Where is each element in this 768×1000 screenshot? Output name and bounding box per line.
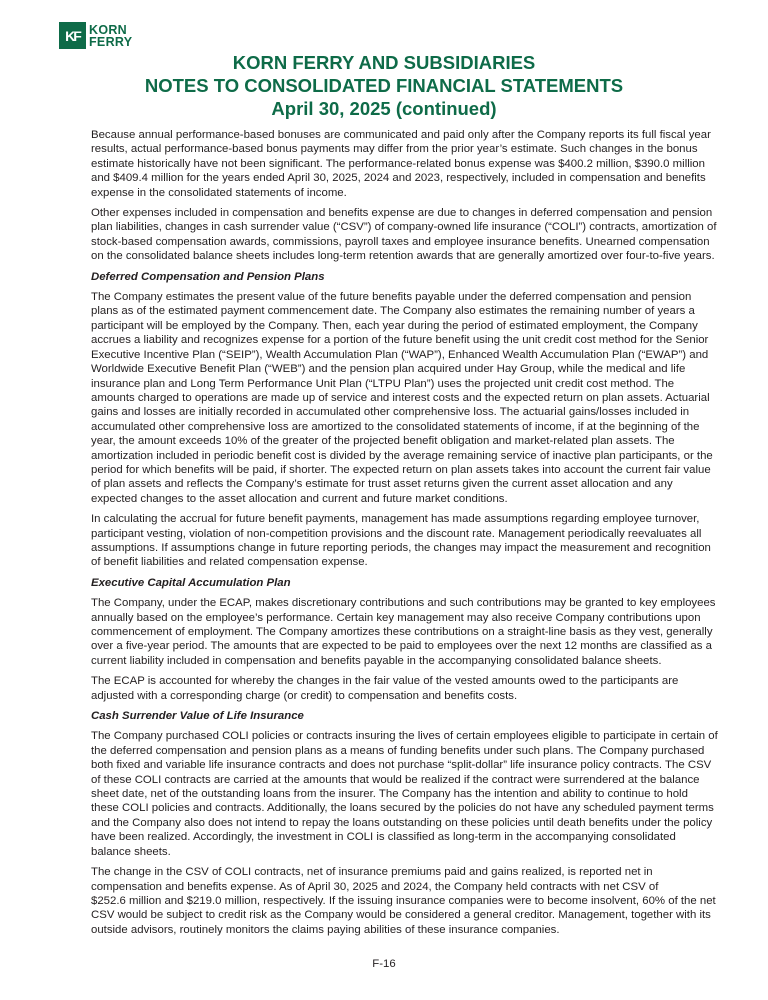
paragraph [91, 206, 717, 264]
text-line: Other expenses included in compensation and benefits expense are due to changes in deferred compensation and pension [91, 207, 713, 220]
text-line: current liability included in compensation and benefits payable in the accompanying consolidated balance sheets. [91, 654, 662, 667]
text-line: insurance plan and Long Term Performance Unit Plan (“LTPU Plan”) uses the projected unit credit cost method. The [91, 377, 675, 390]
title-company: KORN FERRY AND SUBSIDIARIES [232, 52, 536, 73]
paragraph [91, 512, 711, 570]
text-line: of plan assets and reflects the Company’s estimate for trust asset returns given the current asset allocation and any [91, 478, 673, 491]
section-heading [91, 576, 711, 590]
text-line: The Company, under the ECAP, makes discretionary contributions and such contributions may be granted to key employees [91, 597, 716, 610]
text-line: and $409.4 million for the years ended April 30, 2025, 2024 and 2023, respectively, included in compensation and benefits [91, 172, 706, 185]
text-line: balance sheets. [91, 845, 171, 858]
page-title [0, 51, 768, 120]
title-notes: NOTES TO CONSOLIDATED FINANCIAL STATEMENTS [144, 75, 624, 96]
section-heading [91, 709, 711, 723]
text-line: over a five-year period. The amounts that are expected to be paid to employees over the next 12 months are classified as a [91, 640, 712, 653]
text-line: stock-based compensation awards, commissions, payroll taxes and employee insurance benefits. Unearned compensation [91, 235, 710, 248]
text-line: The change in the CSV of COLI contracts, net of insurance premiums paid and gains realized, is reported net in [91, 866, 653, 879]
text-line: year, the amount exceeds 10% of the greater of the projected benefit obligation and market-related plan assets. The [91, 435, 675, 448]
text-line: period for which benefits will be paid, if shorter. The expected return on plan assets takes into account the current fair value [91, 463, 711, 476]
text-line: these COLI policies and contracts. Additionally, the loans secured by the policies do not have any scheduled payment terms [91, 802, 714, 815]
text-line: Cash Surrender Value of Life Insurance [91, 710, 304, 723]
text-line: Because annual performance-based bonuses are communicated and paid only after the Company reports its full fiscal year [91, 129, 711, 141]
logo-mark-text: KF [65, 27, 80, 44]
text-line: gains and losses are initially recorded in accumulated other comprehensive loss. The actuarial gains/losses included in [91, 406, 690, 419]
text-line: $252.6 million and $219.0 million, respectively. If the issuing insurance companies were to become insolvent, 60% of the net [91, 894, 716, 907]
text-line: expected changes to the asset allocation and current and future market conditions. [91, 492, 508, 505]
text-line: participant vesting, violation of non-competition provisions and the discount rate. Management periodically reevaluates all [91, 527, 702, 540]
text-line: Worldwide Executive Benefit Plan (“WEB”) and the pension plan acquired under Hay Group, while the medical and life [91, 363, 686, 376]
text-line: The Company purchased COLI policies or contracts insuring the lives of certain employees eligible to participate in certain of [91, 730, 718, 743]
logo-line-1: KORN [89, 22, 128, 37]
document-body [91, 128, 718, 943]
text-line: accumulated other comprehensive loss are amortized to the consolidated statements of income, if at the beginning of the [91, 420, 700, 433]
text-line: of benefit liabilities and related compensation expense. [91, 556, 368, 569]
text-line: outside advisors, routinely monitors the claims paying abilities of these insurance companies. [91, 923, 560, 936]
text-line: assumptions. If assumptions change in future reporting periods, the changes may impact the measurement and recognition [91, 541, 711, 554]
page-number: F-16 [372, 958, 396, 970]
logo-wordmark [89, 24, 132, 48]
text-line: amortization included in periodic benefit cost is divided by the average remaining service of inactive plan participants, or the [91, 449, 713, 462]
text-line: compensation and benefits expense. As of April 30, 2025 and 2024, the Company held contracts with net CSV of [91, 880, 659, 893]
logo-line-2: FERRY [89, 34, 133, 49]
text-line: and the Company also does not intend to repay the loans outstanding on these policies until death benefits under the policy [91, 816, 713, 829]
text-line: CSV would be subject to credit risk as the Company would be considered a general creditor. Management, together with its [91, 909, 711, 922]
text-line: In calculating the accrual for future benefit payments, management has made assumptions regarding employee turnover, [91, 513, 700, 526]
text-line: expense in the consolidated statements of income. [91, 186, 347, 199]
text-line: sheet date, net of the outstanding loans from the insurer. The Company has the intention and ability to continue to hold [91, 788, 688, 801]
paragraph [91, 596, 716, 668]
korn-ferry-logo [59, 22, 132, 49]
text-line: estimate historically have not been significant. The performance-related bonus expense was $400.2 million, $390.0 million [91, 157, 705, 170]
text-line: Executive Capital Accumulation Plan [91, 576, 291, 589]
text-line: the deferred compensation and pension plans as a means of funding benefits under such plans. The Company purchased [91, 744, 705, 757]
paragraph [91, 128, 711, 200]
paragraph [91, 674, 711, 703]
title-date: April 30, 2025 (continued) [271, 98, 497, 119]
text-line: participant will be employed by the Company. Then, each year during the period of estimated employment, the Company [91, 319, 698, 332]
text-line: amounts charged to operations are made up of service and interest costs and the expected return on plan assets. Actuarial [91, 391, 710, 404]
text-line: The Company estimates the present value of the future benefits payable under the deferred compensation and pension [91, 291, 692, 304]
text-line: Deferred Compensation and Pension Plans [91, 270, 325, 283]
paragraph [91, 729, 718, 859]
section-heading [91, 270, 711, 284]
paragraph [91, 865, 716, 937]
text-line: commencement of employment. The Company amortizes these contributions on a straight-line basis as they vest, generally [91, 626, 713, 638]
text-line: of these COLI contracts are carried at the amounts that would be realized if the contract were surrendered at the balance [91, 773, 700, 786]
text-line: plans as of the estimated payment commencement date. The Company also estimates the remaining number of years a [91, 305, 695, 318]
text-line: on the consolidated balance sheets includes long-term retention awards that are generally amortized over four-to-five years. [91, 250, 715, 263]
text-line: results, actual performance-based bonus payments may differ from the prior year’s estimate. Such changes in the bonus [91, 143, 698, 156]
text-line: plan liabilities, changes in cash surrender value (“CSV”) of company-owned life insurance (“COLI”) contracts, amortization of [91, 221, 717, 234]
text-line: both fixed and variable life insurance contracts and does not purchase “split-dollar” life insurance policy contracts. The CSV [91, 759, 712, 772]
text-line: The ECAP is accounted for whereby the changes in the fair value of the vested amounts owed to the participants are [91, 675, 679, 688]
text-line: adjusted with a corresponding charge (or credit) to compensation and benefits costs. [91, 689, 518, 702]
text-line: accrues a liability and recognizes expense for a portion of the future benefit using the unit credit cost method for the Senior [91, 334, 709, 347]
paragraph [91, 290, 711, 506]
text-line: annually based on the employee’s performance. Certain key management may also receive Company contributions upon [91, 611, 701, 624]
text-line: have been realized. Accordingly, the investment in COLI is classified as long-term in the accompanying consolidated [91, 831, 676, 844]
text-line: Executive Incentive Plan (“SEIP”), Wealth Accumulation Plan (“WAP”), Enhanced Wealth Accumulation Plan (“EWAP”) and [91, 348, 709, 361]
logo-mark-icon [59, 22, 86, 49]
